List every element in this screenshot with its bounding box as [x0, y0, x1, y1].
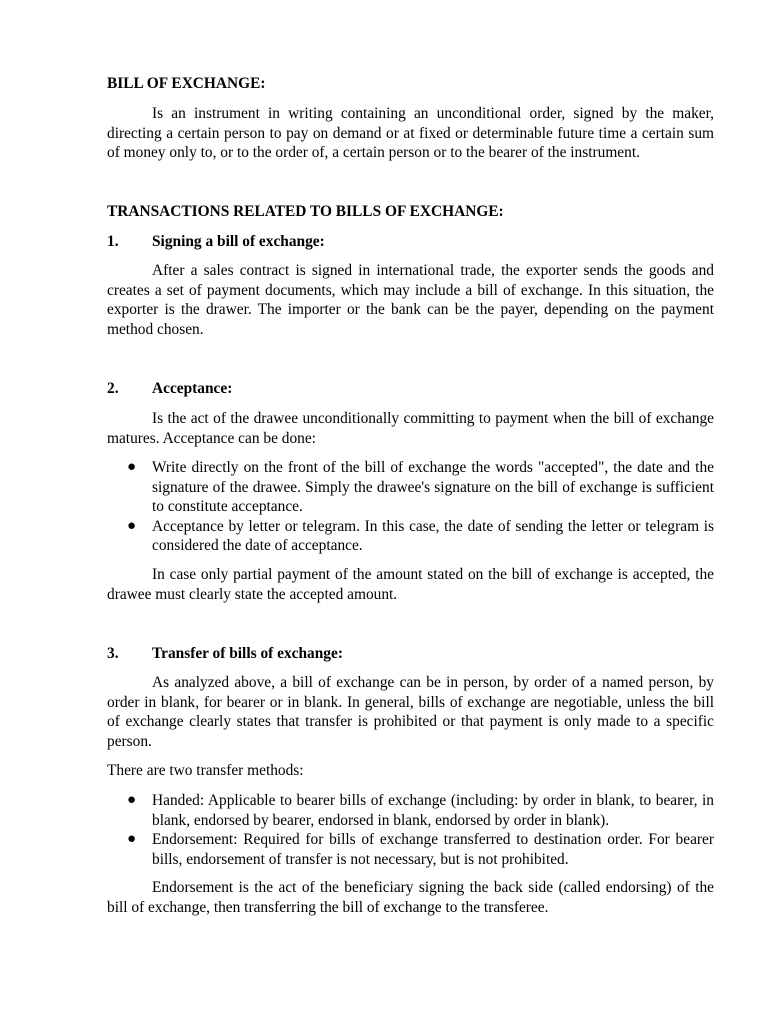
bullet-text: Write directly on the front of the bill of exchange the words "accepted", the date and the signature of the drawee. Simply the drawee's signature on the bill of exchange is sufficient to constitute acceptance.: [152, 459, 714, 516]
acceptance-bullet-list: [107, 458, 714, 556]
item-2-paragraph: Is the act of the drawee unconditionally committing to payment when the bill of exchange matures. Acceptance can be done:: [107, 410, 714, 447]
item-1-heading: [107, 232, 325, 252]
transfer-methods-list: [107, 791, 714, 869]
item-2-title: Acceptance:: [152, 380, 233, 397]
bullet-icon: ●: [127, 831, 137, 848]
item-1-paragraph: After a sales contract is signed in international trade, the exporter sends the goods and creates a set of payment documents, which may include a bill of exchange. In this situation, the exporter is the drawer. The importer or the bank can be the payer, depending on the payment method chosen.: [107, 262, 714, 338]
item-2-number: 2.: [107, 380, 119, 397]
bullet-icon: ●: [127, 792, 137, 808]
section-title-bill-of-exchange: BILL OF EXCHANGE:: [107, 75, 266, 92]
bullet-icon: ●: [127, 459, 137, 475]
list-item: [107, 517, 714, 556]
item-3-paragraph: As analyzed above, a bill of exchange can be in person, by order of a named person, by order in blank, for bearer or in blank. In general, bills of exchange are negotiable, unless the bill of exchange clearly states that transfer is prohibited or that payment is only made to a specific person.: [107, 674, 714, 750]
list-item: [107, 791, 714, 830]
bullet-text: Endorsement: Required for bills of exchange transferred to destination order. For bearer bills, endorsement of transfer is not necessary, but is not prohibited.: [152, 831, 714, 868]
item-3-heading: [107, 644, 343, 664]
item-3-title: Transfer of bills of exchange:: [152, 645, 343, 662]
item-3-number: 3.: [107, 645, 119, 662]
bullet-text: Acceptance by letter or telegram. In this case, the date of sending the letter or telegram is considered the date of acceptance.: [152, 517, 714, 555]
bullet-text: Handed: Applicable to bearer bills of exchange (including: by order in blank, to bearer, in blank, endorsed by bearer, endorsed in blank, endorsed by order in blank).: [152, 792, 714, 829]
list-item: [107, 458, 714, 517]
bullet-icon: ●: [127, 517, 137, 534]
endorsement-paragraph: Endorsement is the act of the beneficiary signing the back side (called endorsing) of the bill of exchange, then transferring the bill of exchange to the transferee.: [107, 879, 714, 916]
transfer-methods-intro: There are two transfer methods:: [107, 762, 304, 779]
item-1-number: 1.: [107, 233, 119, 250]
list-item: [107, 830, 714, 869]
item-2-heading: [107, 379, 232, 399]
item-1-title: Signing a bill of exchange:: [152, 233, 325, 250]
section-title-transactions: TRANSACTIONS RELATED TO BILLS OF EXCHANGE:: [107, 203, 504, 220]
item-2-note: In case only partial payment of the amount stated on the bill of exchange is accepted, the drawee must clearly state the accepted amount.: [107, 566, 714, 603]
definition-paragraph: Is an instrument in writing containing an unconditional order, signed by the maker, directing a certain person to pay on demand or at fixed or determinable future time a certain sum of money only to, or to the order of, a certain person or to the bearer of the instrument.: [107, 105, 714, 162]
